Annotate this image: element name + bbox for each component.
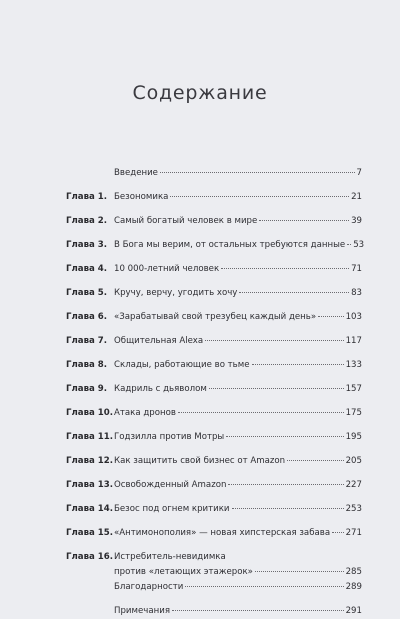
toc-entry-line [114,549,362,565]
page-number: 21 [351,192,362,202]
page-title: Содержание [132,82,268,104]
toc-row [0,309,400,325]
page-number: 291 [345,606,362,616]
toc-entry [114,564,362,580]
page-number: 253 [345,504,362,514]
chapter-title: 10 000-летний человек [114,264,220,274]
dot-leader [347,244,351,245]
chapter-number: Глава 8. [66,360,108,370]
chapter-title: Благодарности [114,582,184,592]
page-number: 7 [356,168,362,178]
chapter-title: В Бога мы верим, от остальных требуются данные [114,240,346,250]
chapter-number: Глава 1. [66,192,108,202]
chapter-title: «Антимонополия» — новая хипстерская забава [114,528,331,538]
toc-entry [114,579,362,595]
page-number: 83 [351,288,362,298]
dot-leader [226,436,343,437]
chapter-title: Атака дронов [114,408,176,418]
dot-leader [178,412,344,413]
toc-entry [114,165,362,181]
toc-row [0,189,400,205]
dot-leader [209,388,344,389]
chapter-title: Введение [114,168,158,178]
toc-row [0,261,400,277]
chapter-number: Глава 15. [66,528,114,538]
dot-leader [318,316,343,317]
dot-leader [259,220,349,221]
toc-entry [114,381,362,397]
page-number: 39 [351,216,362,226]
dot-leader [205,340,343,341]
page-number: 71 [351,264,362,274]
toc-entry [114,213,362,229]
chapter-number: Глава 6. [66,312,108,322]
chapter-title: Кручу, верчу, угодить хочу [114,288,238,298]
chapter-title-continued: против «летающих этажерок» [114,567,253,577]
chapter-number: Глава 5. [66,288,108,298]
toc-row [0,501,400,517]
toc-entry [114,477,362,493]
dot-leader [232,508,344,509]
chapter-title: Общительная Alexa [114,336,204,346]
toc-entry [114,357,362,373]
toc-entry [114,285,362,301]
page-number: 227 [345,480,362,490]
page-number: 157 [345,384,362,394]
toc-row [0,429,400,445]
chapter-title: Кадриль с дьяволом [114,384,207,394]
page-number: 195 [345,432,362,442]
toc-row [0,333,400,349]
dot-leader [185,586,343,587]
toc-entry [114,603,362,619]
chapter-number: Глава 7. [66,336,108,346]
toc-entry [114,261,362,277]
toc-row [0,381,400,397]
dot-leader [172,610,344,611]
toc-row [0,357,400,373]
toc-entry [114,429,362,445]
chapter-title: Склады, работающие во тьме [114,360,250,370]
chapter-title: Самый богатый человек в мире [114,216,258,226]
toc-row [0,165,400,181]
chapter-title: Примечания [114,606,170,616]
page-number: 133 [345,360,362,370]
page-number: 103 [345,312,362,322]
dot-leader [332,532,344,533]
toc-entry [114,333,362,349]
dot-leader [221,268,349,269]
toc-entry [114,525,362,541]
chapter-title: Безономика [114,192,169,202]
dot-leader [170,196,349,197]
dot-leader [239,292,349,293]
toc-entry [114,237,365,253]
toc-row [0,285,400,301]
chapter-number: Глава 9. [66,384,108,394]
toc-row [0,213,400,229]
toc-entry [114,405,362,421]
chapter-number: Глава 13. [66,480,114,490]
dot-leader [287,460,343,461]
toc-row [0,603,400,619]
chapter-title: Годзилла против Мотры [114,432,225,442]
page-number: 53 [353,240,365,250]
toc-row [0,237,400,253]
chapter-title: «Зарабатывай свой трезубец каждый день» [114,312,317,322]
chapter-number: Глава 4. [66,264,108,274]
dot-leader [252,364,344,365]
toc-row [0,405,400,421]
page-number: 175 [345,408,362,418]
dot-leader [160,172,355,173]
dot-leader [228,484,343,485]
toc-row [0,453,400,469]
page-number: 289 [345,582,362,592]
chapter-number: Глава 14. [66,504,114,514]
chapter-title: Как защитить свой бизнес от Amazon [114,456,286,466]
toc-row [0,579,400,595]
chapter-title: Безос под огнем критики [114,504,230,514]
dot-leader [255,571,344,572]
chapter-number: Глава 11. [66,432,114,442]
chapter-title: Истребитель-невидимка [114,552,226,562]
toc-entry [114,189,362,205]
toc-row [0,549,400,565]
chapter-number: Глава 12. [66,456,114,466]
toc-row-continuation [0,564,400,580]
page-number: 285 [345,567,362,577]
page-number: 271 [345,528,362,538]
chapter-number: Глава 3. [66,240,108,250]
toc-entry [114,453,362,469]
chapter-title: Освобожденный Amazon [114,480,227,490]
toc-entry [114,501,362,517]
page-number: 117 [345,336,362,346]
toc-row [0,477,400,493]
chapter-number: Глава 16. [66,552,114,562]
page-number: 205 [345,456,362,466]
toc-entry [114,309,362,325]
chapter-number: Глава 2. [66,216,108,226]
toc-row [0,525,400,541]
chapter-number: Глава 10. [66,408,114,418]
